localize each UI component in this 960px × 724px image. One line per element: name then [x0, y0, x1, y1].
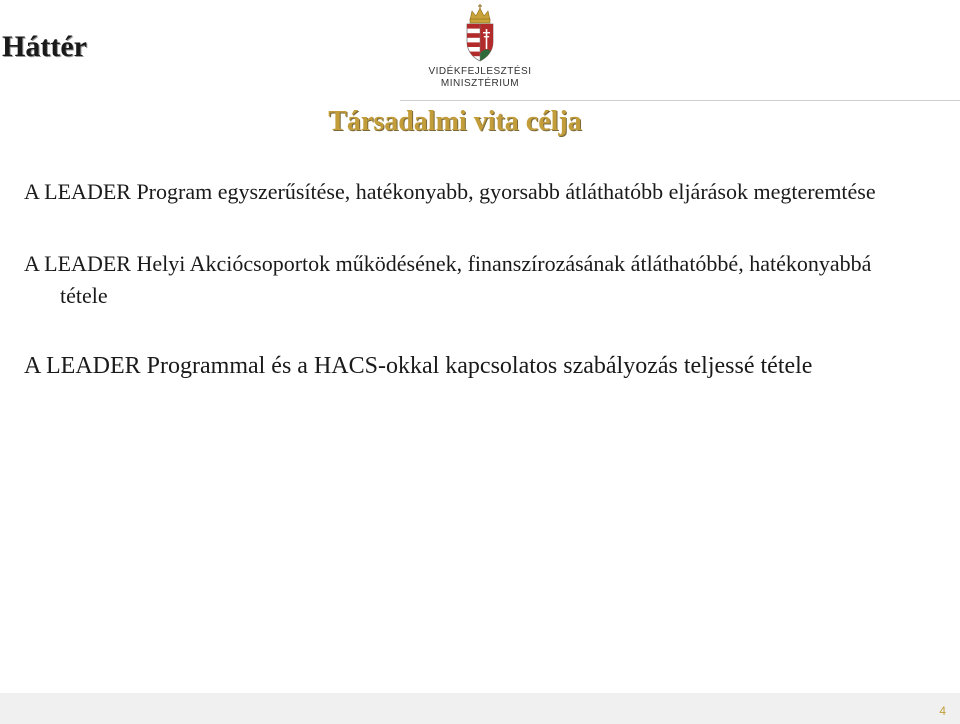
page-number: 4 [939, 704, 946, 718]
bullet-item: A LEADER Programmal és a HACS-okkal kapcsolatos szabályozás teljessé tétele [24, 353, 813, 379]
slide-subtitle: Társadalmi vita célja [328, 106, 582, 137]
hungarian-coat-of-arms-icon [463, 4, 497, 62]
bullet-item: A LEADER Helyi Akciócsoportok működésének, finanszírozásának átláthatóbbé, hatékonyabbá tétele [24, 251, 872, 308]
header-divider [400, 100, 960, 101]
bullet-list [24, 176, 924, 382]
ministry-logo [428, 4, 532, 92]
footer-bar [0, 693, 960, 724]
logo-text-line2: MINISZTÉRIUM [440, 78, 520, 89]
slide-title: Háttér [2, 30, 87, 63]
bullet-item: A LEADER Program egyszerűsítése, hatékonyabb, gyorsabb átláthatóbb eljárások megteremtése [24, 179, 876, 204]
logo-text-line1: VIDÉKFEJLESZTÉSI [428, 66, 532, 77]
